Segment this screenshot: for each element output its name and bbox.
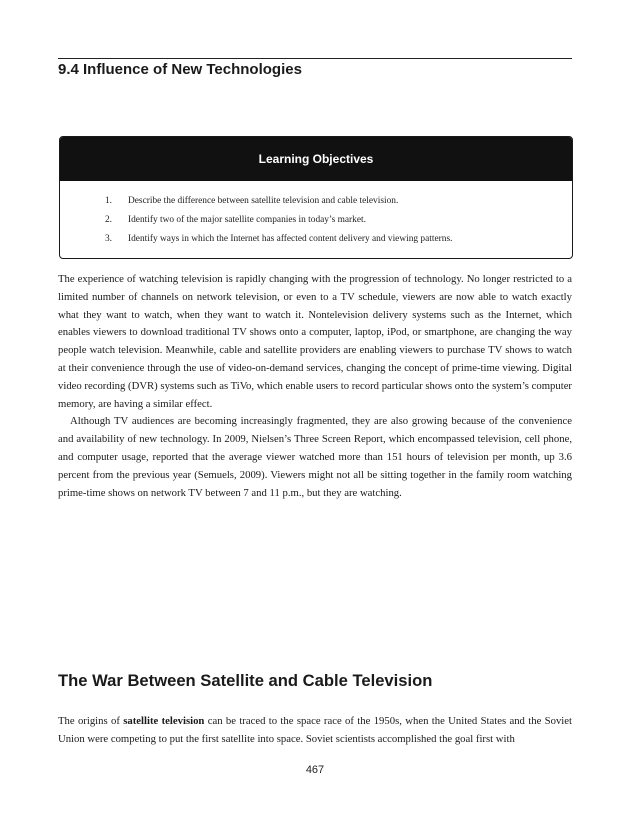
objective-text: Identify two of the major satellite companies in today’s market. <box>128 215 366 225</box>
objective-number: 2. <box>104 215 112 225</box>
objective-item <box>60 211 572 230</box>
war-section-text <box>58 713 572 749</box>
learning-objectives-header: Learning Objectives <box>60 137 572 181</box>
war-text-before: The origins of <box>58 715 124 727</box>
objective-number: 3. <box>104 234 112 244</box>
objective-number: 1. <box>104 196 112 206</box>
intro-paragraph-1: The experience of watching television is rapidly changing with the progression of technology. No longer restricted to a limited number of channels on network television, or even to a TV schedule, viewers are now able to watch exactly what they want to watch, when they want to watch it. Nontelevision delivery systems such as the Internet, which enables viewers to download traditional TV shows onto a computer, laptop, iPod, or smartphone, are changing the way people watch television. Meanwhile, cable and satellite providers are enabling viewers to purchase TV shows to watch at their convenience through the use of video-on-demand services, changing the concept of prime-time viewing. Digital video recording (DVR) systems such as TiVo, which enable users to record particular shows onto the system’s computer memory, are having a similar effect. <box>58 273 572 410</box>
intro-paragraph-2: Although TV audiences are becoming increasingly fragmented, they are also growing because of the convenience and availability of new technology. In 2009, Nielsen’s Three Screen Report, which encompassed television, cell phone, and computer usage, reported that the average viewer watched more than 151 hours of television per month, up 3.6 percent from the previous year (Semuels, 2009). Viewers might not all be sitting together in the family room watching prime-time shows on network TV between 7 and 11 p.m., but they are watching. <box>58 415 572 499</box>
war-section-title: The War Between Satellite and Cable Television <box>58 671 433 690</box>
war-text-after: can be traced to the space race of the 1950s, when the United States and the Soviet Union were competing to put the first satellite into space. Soviet scientists accomplished the goal first with <box>58 715 572 745</box>
objective-text: Describe the difference between satellite television and cable television. <box>128 196 399 206</box>
war-paragraph <box>58 713 572 749</box>
top-rule <box>58 58 572 59</box>
satellite-television-term: satellite television <box>123 715 205 727</box>
section-title: 9.4 Influence of New Technologies <box>58 61 302 78</box>
learning-objectives-box <box>59 136 573 259</box>
intro-text <box>58 271 572 502</box>
objective-item <box>60 192 572 211</box>
learning-objectives-list <box>60 181 572 249</box>
objective-text: Identify ways in which the Internet has affected content delivery and viewing patterns. <box>128 234 453 244</box>
objective-item <box>60 230 572 249</box>
page-number: 467 <box>305 764 325 776</box>
